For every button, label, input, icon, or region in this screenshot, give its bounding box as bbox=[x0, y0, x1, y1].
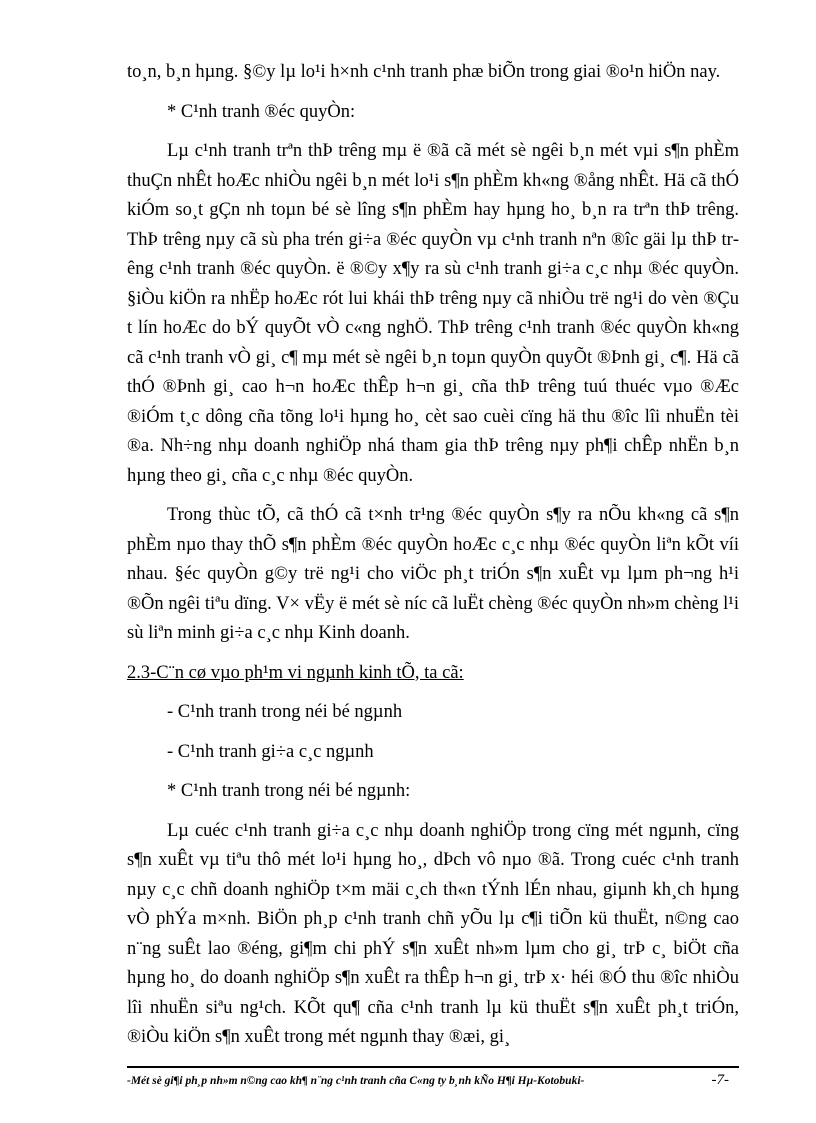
subheading-monopolistic-competition: * C¹nh tranh ®éc quyÒn: bbox=[167, 101, 356, 122]
footer-title: -Mét sè gi¶i ph¸p nh»m n©ng cao kh¶ n¨ng c¹nh tranh cña C«ng ty b¸nh kÑo H¶i Hµ-Kotobuki- bbox=[127, 1075, 585, 1087]
page-footer bbox=[127, 1066, 739, 1089]
paragraph-monopolistic-definition: Lµ c¹nh tranh trªn thÞ trêng mµ ë ®ã cã mét sè ngêi b¸n mét vµi s¶n phÈm thuÇn nhÊt hoÆc nhiÒu ngêi b¸n mét lo¹i s¶n phÈm kh«ng ®ång nhÊt. Hä cã thÓ kiÓm so¸t gÇn nh toµn bé sè lîng s¶n phÈm hay hµng ho¸ b¸n ra trªn thÞ trêng. ThÞ trêng nµy cã sù pha trén gi÷a ®éc quyÒn vµ c¹nh tranh nªn ®îc gäi lµ thÞ trêng c¹nh tranh ®éc quyÒn. ë ®©y x¶y ra sù c¹nh tranh gi÷a c¸c nhµ ®éc quyÒn. §iÒu kiÖn ra nhËp hoÆc rót lui khái thÞ trêng nµy cã nhiÒu trë ng¹i do vèn ®Çu t lín hoÆc do bÝ quyÕt vÒ c«ng nghÖ. ThÞ trêng c¹nh tranh ®éc quyÒn kh«ng cã c¹nh tranh vÒ gi¸ c¶ mµ mét sè ngêi b¸n toµn quyÒn quyÕt ®Þnh gi¸ c¶. Hä cã thÓ ®Þnh gi¸ cao h¬n hoÆc thÊp h¬n gi¸ cña thÞ trêng tuú thuéc vµo ®Æc ®iÓm t¸c dông cña tõng lo¹i hµng ho¸ cèt sao cuèi cïng hä thu ®îc lîi nhuËn tèi ®a. Nh÷ng nhµ doanh nghiÖp nhá tham gia thÞ trêng nµy ph¶i chÊp nhËn b¸n hµng theo gi¸ cña c¸c nhµ ®éc quyÒn. bbox=[127, 141, 739, 486]
page-number: -7- bbox=[711, 1072, 729, 1088]
section-heading-2-3: 2.3-C¨n cø vµo ph¹m vi ngµnh kinh tÕ, ta cã: bbox=[127, 662, 464, 683]
paragraph-continuation: to¸n, b¸n hµng. §©y lµ lo¹i h×nh c¹nh tranh phæ biÕn trong giai ®o¹n hiÖn nay. bbox=[127, 62, 721, 82]
paragraph-within-industry-definition: Lµ cuéc c¹nh tranh gi÷a c¸c nhµ doanh nghiÖp trong cïng mét ngµnh, cïng s¶n xuÊt vµ tiªu thô mét lo¹i hµng ho¸, dÞch vô nµo ®ã. Trong cuéc c¹nh tranh nµy c¸c chñ doanh nghiÖp t×m mäi c¸ch th«n tÝnh lÉn nhau, giµnh kh¸ch hµng vÒ phÝa m×nh. BiÖn ph¸p c¹nh tranh chñ yÕu lµ c¶i tiÕn kü thuËt, n©ng cao n¨ng suÊt lao ®éng, gi¶m chi phÝ s¶n xuÊt nh»m lµm cho gi¸ trÞ c¸ biÖt cña hµng ho¸ do doanh nghiÖp s¶n xuÊt ra thÊp h¬n gi¸ trÞ x· héi ®Ó thu ®îc nhiÒu lîi nhuËn siªu ng¹ch. KÕt qu¶ cña c¹nh tranh lµ kü thuËt s¶n xuÊt ph¸t triÓn, ®iÒu kiÖn s¶n xuÊt trong mét ngµnh thay ®æi, gi¸ bbox=[127, 820, 739, 1047]
list-item-between-industries: - C¹nh tranh gi÷a c¸c ngµnh bbox=[167, 741, 374, 762]
list-item-within-industry: - C¹nh tranh trong néi bé ngµnh bbox=[167, 702, 403, 722]
subheading-within-industry: * C¹nh tranh trong néi bé ngµnh: bbox=[167, 781, 411, 801]
paragraph-monopoly-reality: Trong thùc tÕ, cã thÓ cã t×nh tr¹ng ®éc quyÒn s¶y ra nÕu kh«ng cã s¶n phÈm nµo thay thÕ s¶n phÈm ®éc quyÒn hoÆc c¸c nhµ ®éc quyÒn liªn kÕt víi nhau. §éc quyÒn g©y trë ng¹i cho viÖc ph¸t triÓn s¶n xuÊt vµ lµm ph¬ng h¹i ®Õn ngêi tiªu dïng. V× vËy ë mét sè níc cã luËt chèng ®éc quyÒn nh»m chèng l¹i sù liªn minh gi÷a c¸c nhµ Kinh doanh. bbox=[127, 505, 739, 643]
page-body bbox=[127, 58, 739, 1053]
